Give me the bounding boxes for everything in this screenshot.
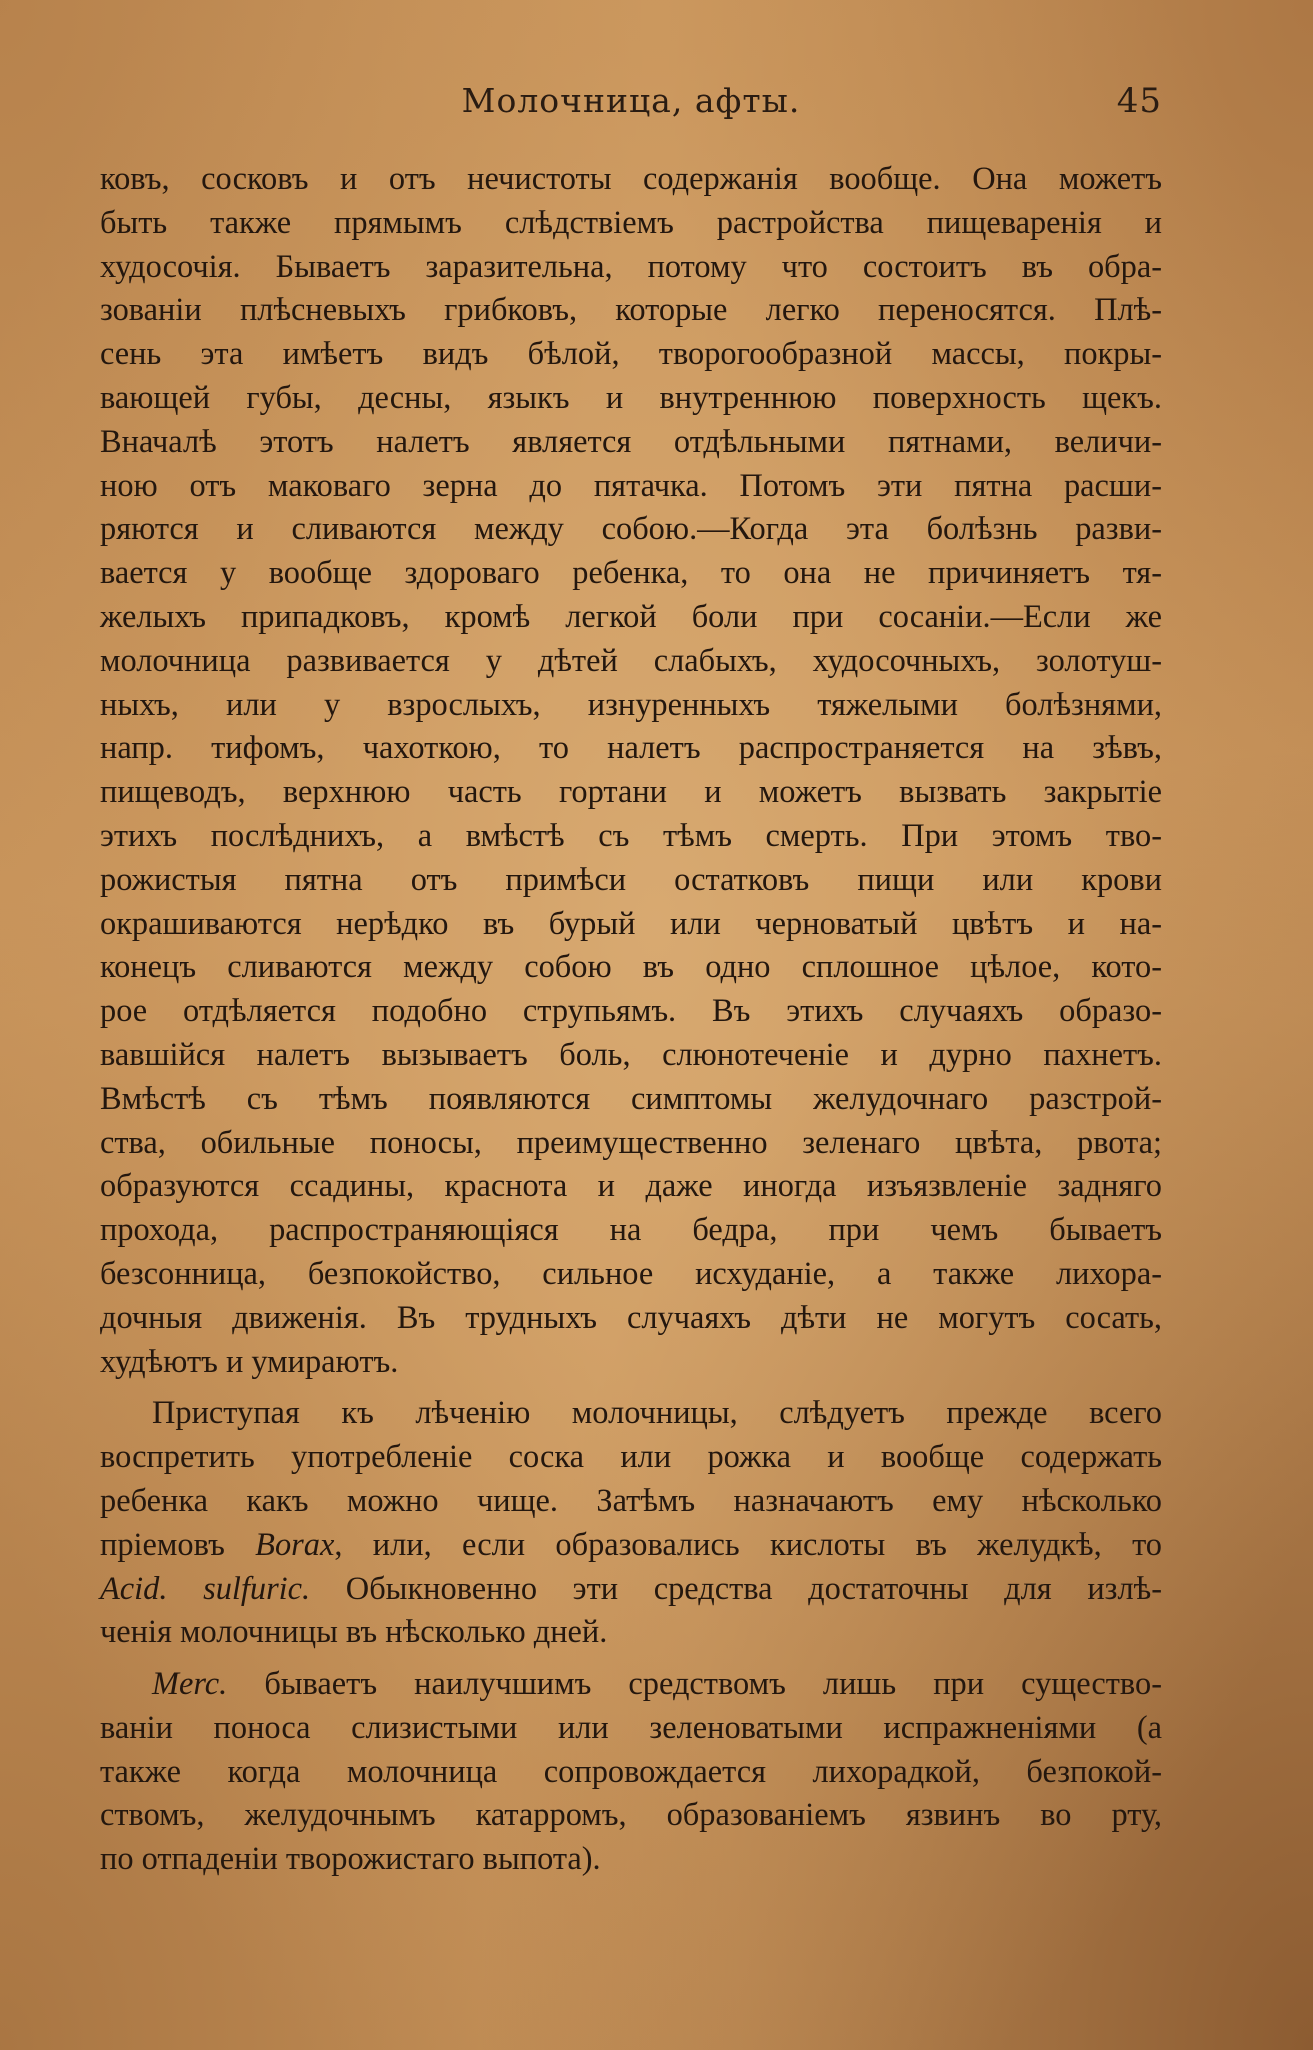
running-head	[100, 76, 1162, 126]
text-line: сень эта имѣетъ видъ бѣлой, творогообразной массы, покры-	[100, 336, 1162, 373]
page-number: 45	[1116, 81, 1162, 121]
text-line: рожистыя пятна отъ примѣси остатковъ пищи или крови	[100, 861, 1162, 898]
running-title: Молочница, афты.	[461, 81, 801, 120]
text-line: молочница развивается у дѣтей слабыхъ, худосочныхъ, золотуш-	[100, 642, 1162, 679]
text-line: ныхъ, или у взрослыхъ, изнуренныхъ тяжелыми болѣзнями,	[100, 686, 1162, 723]
text-line: образуются ссадины, краснота и даже иногда изъязвленіе задняго	[100, 1168, 1162, 1205]
text-line: пищеводъ, верхнюю часть гортани и можетъ вызвать закрытіе	[100, 774, 1162, 811]
text-fragment: Обыкновенно эти средства достаточны для излѣ-	[310, 1570, 1163, 1607]
paragraph-merc	[100, 1663, 1162, 1882]
text-line: худосочія. Бываетъ заразительна, потому что состоитъ въ обра-	[100, 248, 1162, 285]
text-fragment: бываетъ наилучшимъ средствомъ лишь при существо-	[227, 1666, 1162, 1703]
text-line: дочныя движенія. Въ трудныхъ случаяхъ дѣти не могутъ сосать,	[100, 1299, 1162, 1336]
text-line: прохода, распространяющіяся на бедра, при чемъ бываетъ	[100, 1212, 1162, 1249]
text-line: ною отъ маковаго зерна до пятачка. Потомъ эти пятна расши-	[100, 467, 1162, 504]
text-line: худѣютъ и умираютъ.	[100, 1343, 399, 1380]
text-fragment: , или, если образовались кислоты въ желудкѣ, то	[334, 1526, 1162, 1563]
text-line: быть также прямымъ слѣдствіемъ растройства пищеваренія и	[100, 204, 1162, 241]
text-line: ства, обильные поносы, преимущественно зеленаго цвѣта, рвота;	[100, 1124, 1162, 1161]
text-line: по отпаденіи творожистаго выпота).	[100, 1841, 601, 1878]
text-line: этихъ послѣднихъ, а вмѣстѣ съ тѣмъ смерть. При этомъ тво-	[100, 817, 1162, 854]
text-line-acid	[100, 1568, 1162, 1612]
text-line-merc	[100, 1663, 1162, 1707]
text-line: вавшійся налетъ вызываетъ боль, слюнотеченіе и дурно пахнетъ.	[100, 1036, 1162, 1073]
remedy-name-merc: Merc.	[152, 1666, 228, 1703]
text-line: воспретить употребленіе соска или рожка и вообще содержать	[100, 1439, 1162, 1476]
paragraph-symptoms	[100, 158, 1162, 1384]
body-text	[100, 158, 1162, 1882]
paragraph-treatment	[100, 1392, 1162, 1655]
text-line: вается у вообще здороваго ребенка, то она не причиняетъ тя-	[100, 555, 1162, 592]
text-line: Вначалѣ этотъ налетъ является отдѣльными пятнами, величи-	[100, 423, 1162, 460]
text-line: окрашиваются нерѣдко въ бурый или черноватый цвѣтъ и на-	[100, 905, 1162, 942]
text-line-borax	[100, 1524, 1162, 1568]
text-line: безсонница, безпокойство, сильное исхуданіе, а также лихора-	[100, 1255, 1162, 1292]
text-line: Вмѣстѣ съ тѣмъ появляются симптомы желудочнаго разстрой-	[100, 1080, 1162, 1117]
text-line: также когда молочница сопровождается лихорадкой, безпокой-	[100, 1753, 1162, 1790]
remedy-name-borax: Borax	[255, 1526, 335, 1563]
text-line: ченія молочницы въ нѣсколько дней.	[100, 1614, 608, 1651]
text-line: рое отдѣляется подобно струпьямъ. Въ этихъ случаяхъ образо-	[100, 993, 1162, 1030]
text-line: вающей губы, десны, языкъ и внутреннюю поверхность щекъ.	[100, 379, 1162, 416]
text-line: ваніи поноса слизистыми или зеленоватыми испражненіями (а	[100, 1709, 1162, 1746]
text-line: ковъ, сосковъ и отъ нечистоты содержанія вообще. Она можетъ	[100, 161, 1162, 197]
text-line: ребенка какъ можно чище. Затѣмъ назначаютъ ему нѣсколько	[100, 1482, 1162, 1519]
text-line: ряются и сливаются между собою.—Когда эта болѣзнь разви-	[100, 511, 1162, 548]
text-line: ствомъ, желудочнымъ катарромъ, образованіемъ язвинъ во рту,	[100, 1797, 1162, 1834]
text-fragment: пріемовъ	[100, 1526, 256, 1563]
remedy-name-acid-sulfuric: Acid. sulfuric.	[100, 1570, 311, 1607]
text-line: желыхъ припадковъ, кромѣ легкой боли при сосаніи.—Если же	[100, 598, 1162, 635]
text-line: конецъ сливаются между собою въ одно сплошное цѣлое, кото-	[100, 949, 1162, 986]
text-line: напр. тифомъ, чахоткою, то налетъ распространяется на зѣвъ,	[100, 730, 1162, 767]
text-line: зованіи плѣсневыхъ грибковъ, которые легко переносятся. Плѣ-	[100, 292, 1162, 329]
text-line: Приступая къ лѣченію молочницы, слѣдуетъ прежде всего	[152, 1395, 1162, 1432]
